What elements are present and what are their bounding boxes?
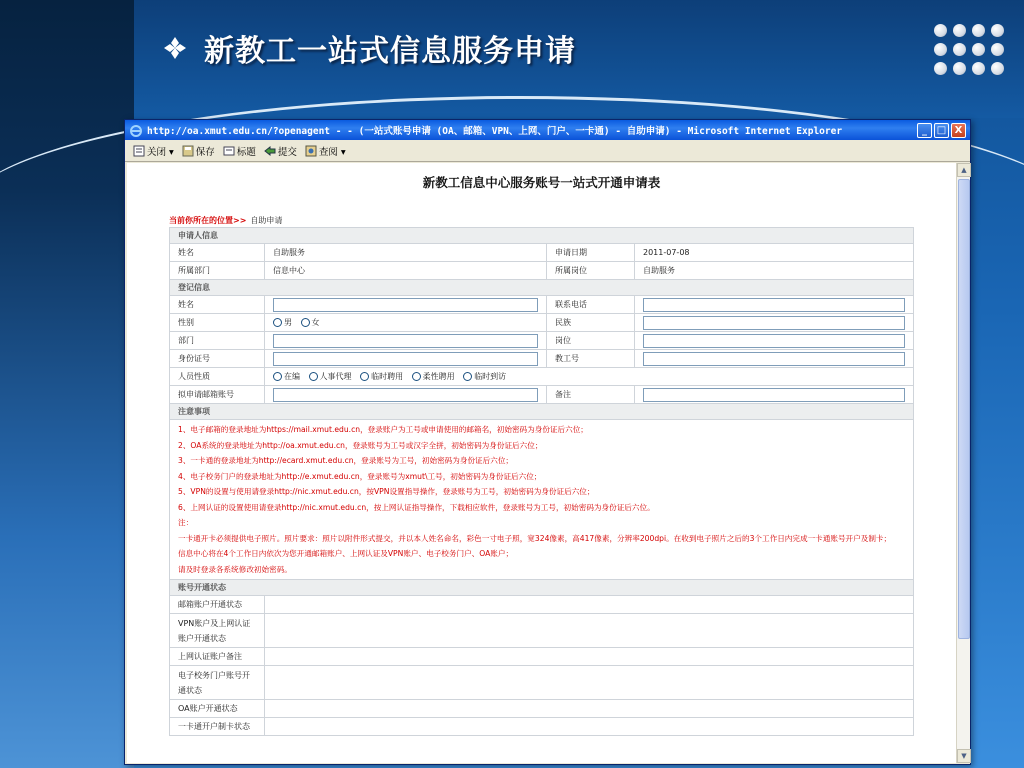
submit-icon [264, 145, 276, 157]
breadcrumb [169, 215, 282, 226]
label-staff-type: 人员性质 [170, 368, 265, 386]
table-row [170, 648, 914, 666]
scroll-up-icon[interactable]: ▲ [957, 163, 971, 177]
vertical-scrollbar[interactable] [956, 163, 970, 763]
status-value [265, 648, 914, 666]
name-cell [265, 296, 547, 314]
status-label: VPN账户及上网认证账户开通状态 [170, 614, 265, 648]
status-label: OA账户开通状态 [170, 700, 265, 718]
slide-background-left [0, 0, 134, 768]
status-label: 上网认证账户备注 [170, 648, 265, 666]
value-apply-date: 2011-07-08 [635, 244, 914, 262]
toolbar-title-button[interactable]: 标题 [223, 144, 256, 158]
note-line: 信息中心将在4个工作日内依次为您开通邮箱账户、上网认证及VPN账户、电子校务门户、OA账户； [178, 549, 514, 558]
label-gender: 性别 [170, 314, 265, 332]
remark-input[interactable] [643, 388, 905, 402]
table-row [170, 296, 914, 314]
maximize-button[interactable]: □ [934, 123, 949, 138]
slide-title-text: 新教工一站式信息服务申请 [204, 34, 576, 69]
table-row [170, 666, 914, 700]
staffno-input[interactable] [643, 352, 905, 366]
status-value [265, 700, 914, 718]
dept-cell [265, 332, 547, 350]
table-row [170, 718, 914, 736]
id-input[interactable] [273, 352, 538, 366]
remark-cell [635, 386, 914, 404]
browser-window [124, 119, 971, 765]
name-input[interactable] [273, 298, 538, 312]
label-ethnic: 民族 [547, 314, 635, 332]
notes-row [170, 420, 914, 580]
form-title: 新教工信息中心服务账号一站式开通申请表 [422, 175, 661, 190]
label-remark: 备注 [547, 386, 635, 404]
toolbar-close-button[interactable]: 关闭 ▾ [133, 144, 174, 158]
section-status: 账号开通状态 [170, 580, 914, 596]
table-row [170, 332, 914, 350]
dots-decoration [934, 24, 1006, 78]
staff-type-radio[interactable]: 临时聘用 [360, 371, 403, 382]
view-icon [305, 145, 317, 157]
label-applicant-dept: 所属部门 [170, 262, 265, 280]
staffno-cell [635, 350, 914, 368]
phone-input[interactable] [643, 298, 905, 312]
email-cell [265, 386, 547, 404]
save-icon [182, 145, 194, 157]
staff-type-cell [265, 368, 914, 386]
note-line: 1、电子邮箱的登录地址为https://mail.xmut.edu.cn，登录账户为工号或申请使用的邮箱名，初始密码为身份证后六位； [178, 425, 588, 434]
dept-input[interactable] [273, 334, 538, 348]
label-email: 拟申请邮箱账号 [170, 386, 265, 404]
label-staffno: 教工号 [547, 350, 635, 368]
application-form-table [169, 227, 914, 736]
window-titlebar[interactable] [125, 120, 970, 140]
staff-type-radio[interactable]: 在编 [273, 371, 300, 382]
phone-cell [635, 296, 914, 314]
section-applicant: 申请人信息 [170, 228, 914, 244]
status-label: 邮箱账户开通状态 [170, 596, 265, 614]
window-title: http://oa.xmut.edu.cn/?openagent - - (一站式账号申请 (OA、邮箱、VPN、上网、门户、一卡通) - 自助申请) - Microsoft Internet Explorer [147, 126, 843, 137]
note-line: 6、上网认证的设置使用请登录http://nic.xmut.edu.cn，按上网认证指导操作，下载相应软件，登录账号为工号，初始密码为身份证后六位。 [178, 502, 655, 512]
page-content [127, 163, 956, 763]
table-row [170, 614, 914, 648]
section-notes: 注意事项 [170, 404, 914, 420]
note-line: 一卡通开卡必须提供电子照片。照片要求：照片以附件形式提交，并以本人姓名命名，彩色一寸电子照，宽324像素，高417像素，分辨率200dpi。在收到电子照片之后的3个工作日内完成一卡通账号开户及制卡； [178, 533, 892, 543]
status-value [265, 666, 914, 700]
section-register: 登记信息 [170, 280, 914, 296]
status-value [265, 718, 914, 736]
staff-type-radio[interactable]: 临时到访 [463, 371, 506, 382]
label-phone: 联系电话 [547, 296, 635, 314]
id-cell [265, 350, 547, 368]
note-line: 5、VPN的设置与使用请登录http://nic.xmut.edu.cn，按VPN设置指导操作，登录账号为工号，初始密码为身份证后六位； [178, 487, 595, 496]
minimize-button[interactable]: _ [917, 123, 932, 138]
table-row [170, 244, 914, 262]
table-row [170, 262, 914, 280]
breadcrumb-value: 自助申请 [250, 216, 283, 225]
value-applicant-dept: 信息中心 [265, 262, 547, 280]
gender-female-radio[interactable]: 女 [301, 317, 320, 328]
email-input[interactable] [273, 388, 538, 402]
label-applicant-post: 所属岗位 [547, 262, 635, 280]
status-label: 一卡通开户制卡状态 [170, 718, 265, 736]
gender-male-radio[interactable]: 男 [273, 317, 292, 328]
diamond-bullet-icon [162, 35, 188, 61]
ie-logo-icon [129, 123, 143, 137]
note-line: 4、电子校务门户的登录地址为http://e.xmut.edu.cn，登录账号为xmut\工号，初始密码为身份证后六位； [178, 471, 542, 481]
title-icon [223, 145, 235, 157]
slide-title [162, 26, 576, 70]
close-doc-icon [133, 145, 145, 157]
note-line: 3、一卡通的登录地址为http://ecard.xmut.edu.cn，登录账号为工号，初始密码为身份证后六位； [178, 456, 514, 465]
staff-type-radio[interactable]: 人事代理 [309, 371, 352, 382]
table-row [170, 350, 914, 368]
label-applicant-name: 姓名 [170, 244, 265, 262]
label-name: 姓名 [170, 296, 265, 314]
table-row [170, 386, 914, 404]
status-value [265, 614, 914, 648]
label-apply-date: 申请日期 [547, 244, 635, 262]
staff-type-radio[interactable]: 柔性聘用 [412, 371, 455, 382]
toolbar-save-button[interactable]: 保存 [182, 144, 215, 158]
value-applicant-name: 自助服务 [265, 244, 547, 262]
toolbar-submit-button[interactable]: 提交 [264, 144, 297, 158]
table-row [170, 368, 914, 386]
label-dept: 部门 [170, 332, 265, 350]
label-post: 岗位 [547, 332, 635, 350]
gender-cell [265, 314, 547, 332]
status-label: 电子校务门户账号开通状态 [170, 666, 265, 700]
close-window-button[interactable]: X [951, 123, 966, 138]
ethnic-input[interactable] [643, 316, 905, 330]
table-row [170, 596, 914, 614]
value-applicant-post: 自助服务 [635, 262, 914, 280]
table-row [170, 314, 914, 332]
toolbar [125, 140, 970, 162]
post-input[interactable] [643, 334, 905, 348]
note-line: 2、OA系统的登录地址为http://oa.xmut.edu.cn，登录账号为工号或汉字全拼，初始密码为身份证后六位； [178, 440, 543, 450]
label-id: 身份证号 [170, 350, 265, 368]
scroll-down-icon[interactable]: ▼ [957, 749, 971, 763]
breadcrumb-label: 当前你所在的位置>> [169, 216, 247, 225]
table-row [170, 700, 914, 718]
ethnic-cell [635, 314, 914, 332]
post-cell [635, 332, 914, 350]
notes-cell [170, 420, 914, 580]
toolbar-view-button[interactable]: 查阅 ▾ [305, 144, 346, 158]
note-line: 请及时登录各系统修改初始密码。 [178, 564, 292, 574]
note-line: 注： [178, 518, 194, 527]
status-value [265, 596, 914, 614]
scrollbar-thumb[interactable] [958, 179, 970, 639]
